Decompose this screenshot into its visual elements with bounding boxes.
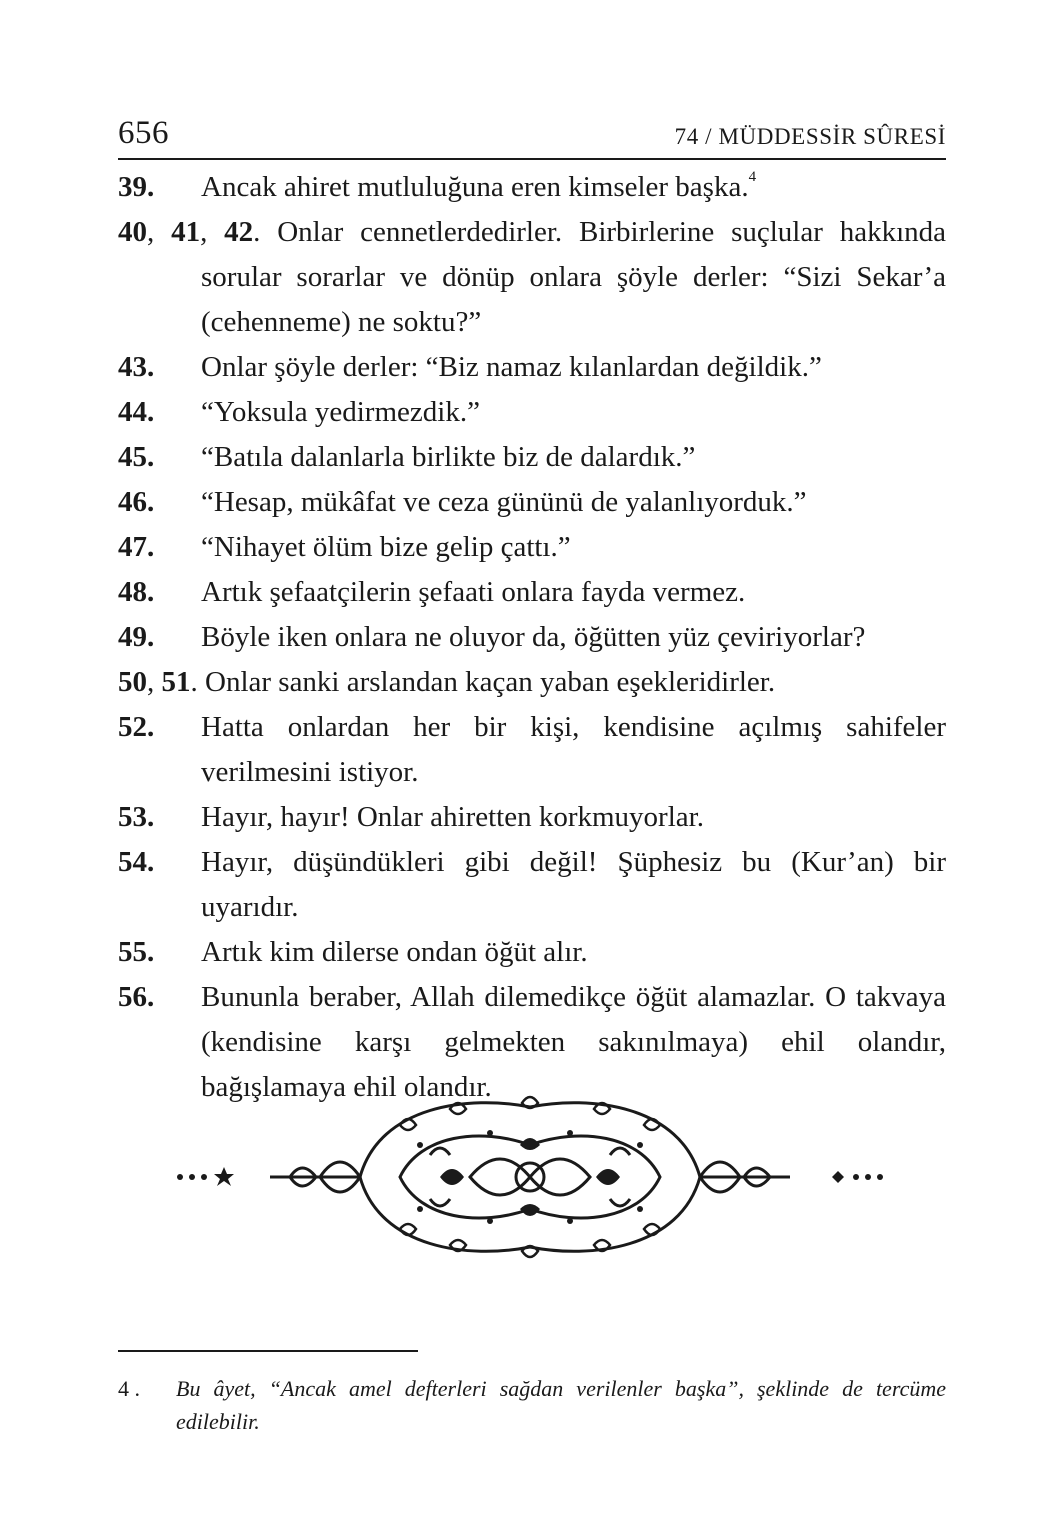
verse-number: 47. bbox=[118, 531, 155, 563]
verse-text: Böyle iken onlara ne oluyor da, öğütten yüz çeviriyorlar? bbox=[201, 621, 866, 653]
verse-text: Hatta onlardan her bir kişi, kendisine açılmış sahifeler verilmesini istiyor. bbox=[201, 711, 946, 788]
verse-number: 54. bbox=[118, 846, 155, 878]
verse-text: Onlar cennetlerdedirler. Birbirlerine suçlular hakkında sorular sorarlar ve dönüp onlara şöyle derler: “Sizi Sekar’a (cehenneme) ne soktu?” bbox=[201, 216, 947, 338]
verse-number: 49. bbox=[118, 621, 155, 653]
verse-text: Hayır, düşündükleri gibi değil! Şüphesiz bu (Kur’an) bir uyarıdır. bbox=[201, 846, 946, 923]
verse-39 bbox=[118, 165, 946, 210]
running-title: 74 / MÜDDESSİR SÛRESİ bbox=[674, 124, 946, 149]
verse-number: 45. bbox=[118, 441, 155, 473]
verse-number: 44. bbox=[118, 396, 155, 428]
verse-text: “Batıla dalanlarla birlikte biz de dalardık.” bbox=[201, 441, 696, 473]
floral-ornament-icon bbox=[170, 1085, 890, 1265]
verse-49 bbox=[118, 615, 946, 660]
verse-44 bbox=[118, 390, 946, 435]
page-header bbox=[118, 112, 946, 160]
verse-list bbox=[118, 165, 946, 1110]
verse-50-51 bbox=[118, 660, 946, 705]
verse-45 bbox=[118, 435, 946, 480]
verse-number: 46. bbox=[118, 486, 155, 518]
verse-number: 48. bbox=[118, 576, 155, 608]
verse-40-42 bbox=[118, 210, 946, 345]
footnote-text: Bu âyet, “Ancak amel defterleri sağdan verilenler başka”, şeklinde de tercüme edilebilir. bbox=[176, 1376, 946, 1434]
verse-46 bbox=[118, 480, 946, 525]
footnote-ref[interactable]: 4 bbox=[748, 169, 757, 186]
verse-number: 50, 51. bbox=[118, 666, 198, 698]
verse-53 bbox=[118, 795, 946, 840]
verse-text: Bununla beraber, Allah dilemedikçe öğüt alamazlar. O takvaya (kendisine karşı gelmekten sakınılmaya) ehil olandır, bağışlamaya ehil olandır. bbox=[201, 981, 946, 1103]
verse-text: Onlar şöyle derler: “Biz namaz kılanlardan değildik.” bbox=[201, 351, 822, 383]
verse-text: “Hesap, mükâfat ve ceza gününü de yalanlıyorduk.” bbox=[201, 486, 807, 518]
verse-number: 43. bbox=[118, 351, 155, 383]
verse-number: 39. bbox=[118, 171, 155, 203]
verse-text: “Nihayet ölüm bize gelip çattı.” bbox=[201, 531, 571, 563]
page-number: 656 bbox=[118, 115, 169, 151]
verse-text: Artık kim dilerse ondan öğüt alır. bbox=[201, 936, 588, 968]
footnote-mark: 4 . bbox=[118, 1376, 140, 1401]
verse-48 bbox=[118, 570, 946, 615]
verse-54 bbox=[118, 840, 946, 930]
verse-text: Artık şefaatçilerin şefaati onlara fayda vermez. bbox=[201, 576, 746, 608]
verse-text: Ancak ahiret mutluluğuna eren kimseler başka. bbox=[201, 171, 749, 203]
footnote-divider bbox=[118, 1350, 418, 1352]
verse-52 bbox=[118, 705, 946, 795]
verse-43 bbox=[118, 345, 946, 390]
verse-text: Onlar sanki arslandan kaçan yaban eşekleridirler. bbox=[205, 666, 776, 698]
verse-47 bbox=[118, 525, 946, 570]
verse-55 bbox=[118, 930, 946, 975]
verse-number: 55. bbox=[118, 936, 155, 968]
verse-text: Hayır, hayır! Onlar ahiretten korkmuyorlar. bbox=[201, 801, 704, 833]
verse-number: 52. bbox=[118, 711, 155, 743]
verse-number: 56. bbox=[118, 981, 155, 1013]
verse-text: “Yoksula yedirmezdik.” bbox=[201, 396, 480, 428]
footnote bbox=[118, 1372, 946, 1438]
verse-number: 53. bbox=[118, 801, 155, 833]
verse-number: 40, 41, 42. bbox=[118, 216, 261, 248]
